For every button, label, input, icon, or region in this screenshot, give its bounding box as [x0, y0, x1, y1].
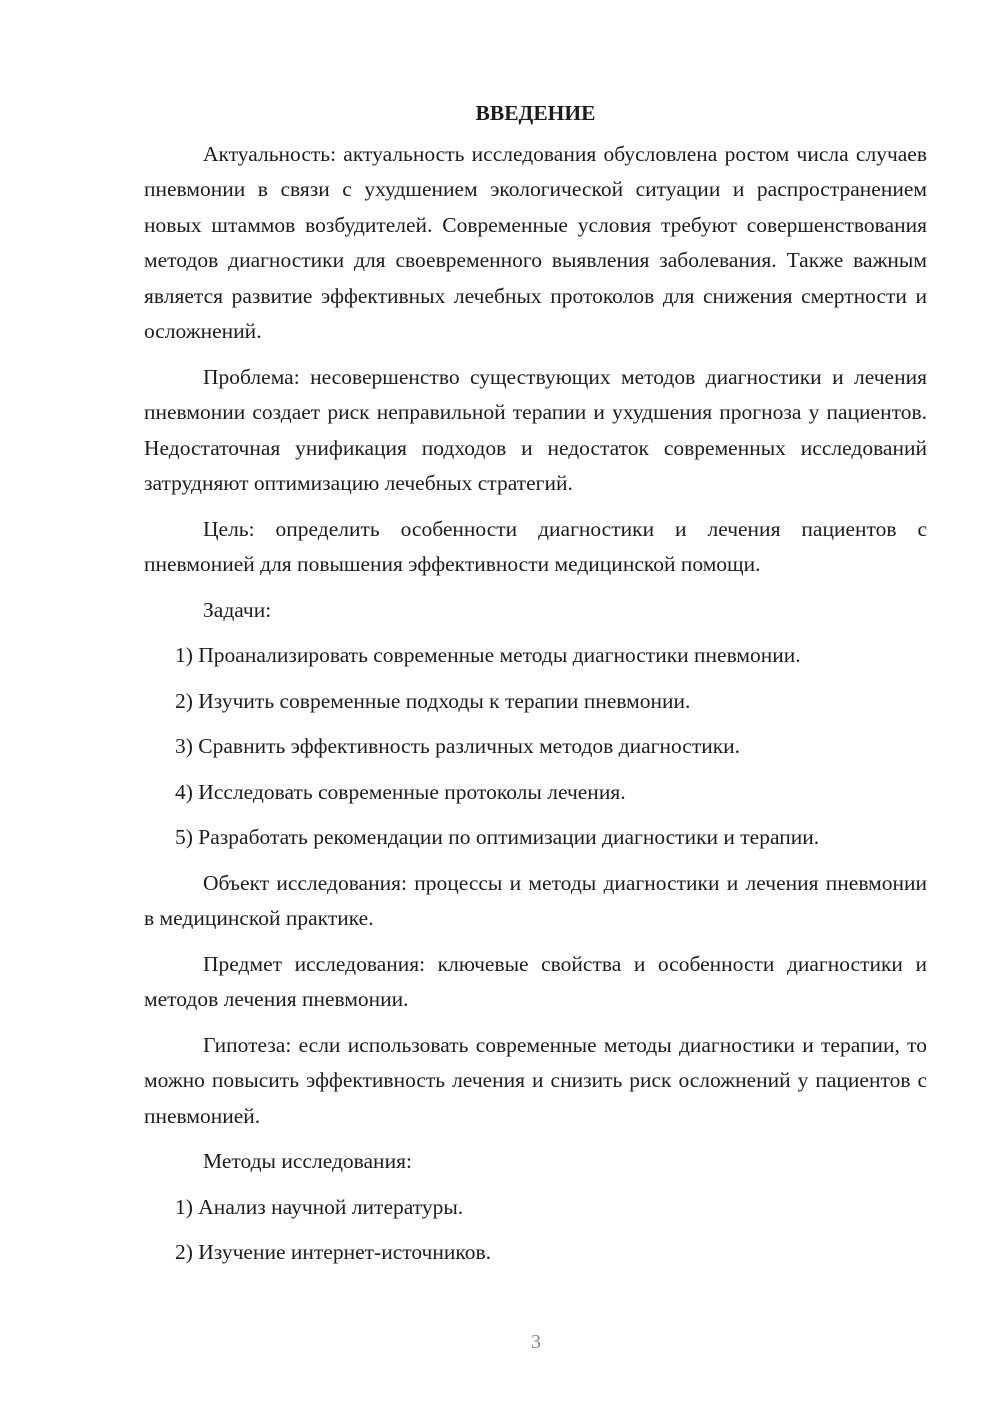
- list-item: 3) Сравнить эффективность различных методов диагностики.: [175, 734, 741, 758]
- tasks-heading: Задачи:: [203, 597, 272, 622]
- paragraph-subject: Предмет исследования: ключевые свойства и особенности диагностики и методов лечения пневмонии.: [144, 951, 927, 1011]
- list-item: 1) Проанализировать современные методы диагностики пневмонии.: [175, 643, 801, 667]
- list-item: 2) Изучение интернет-источников.: [175, 1240, 492, 1264]
- section-title: ВВЕДЕНИЕ: [475, 101, 596, 125]
- paragraph-hypothesis: Гипотеза: если использовать современные методы диагностики и терапии, то можно повысить эффективность лечения и снизить риск осложнений у пациентов с пневмонией.: [144, 1032, 927, 1128]
- page-number: 3: [531, 1331, 541, 1353]
- methods-heading: Методы исследования:: [203, 1149, 412, 1173]
- tasks-list: [144, 638, 927, 856]
- list-item: 1) Анализ научной литературы.: [175, 1194, 464, 1219]
- document-page: [144, 96, 927, 1281]
- list-item: 4) Исследовать современные протоколы лечения.: [175, 779, 626, 804]
- paragraph-goal: Цель: определить особенности диагностики и лечения пациентов с пневмонией для повышения эффективности медицинской помощи.: [144, 516, 927, 576]
- paragraph-object: Объект исследования: процессы и методы диагностики и лечения пневмонии в медицинской практике.: [144, 870, 927, 930]
- methods-list: [144, 1190, 927, 1271]
- list-item: 2) Изучить современные подходы к терапии пневмонии.: [175, 688, 691, 713]
- list-item: 5) Разработать рекомендации по оптимизации диагностики и терапии.: [175, 825, 820, 849]
- paragraph-relevance: Актуальность: актуальность исследования обусловлена ростом числа случаев пневмонии в связи с ухудшением экологической ситуации и распространением новых штаммов возбудителей. Современные условия требуют совершенствования методов диагностики для своевременного выявления заболевания. Также важным является развитие эффективных лечебных протоколов для снижения смертности и осложнений.: [144, 141, 927, 343]
- paragraph-problem: Проблема: несовершенство существующих методов диагностики и лечения пневмонии создает риск неправильной терапии и ухудшения прогноза у пациентов. Недостаточная унификация подходов и недостаток современных исследований затрудняют оптимизацию лечебных стратегий.: [144, 364, 927, 495]
